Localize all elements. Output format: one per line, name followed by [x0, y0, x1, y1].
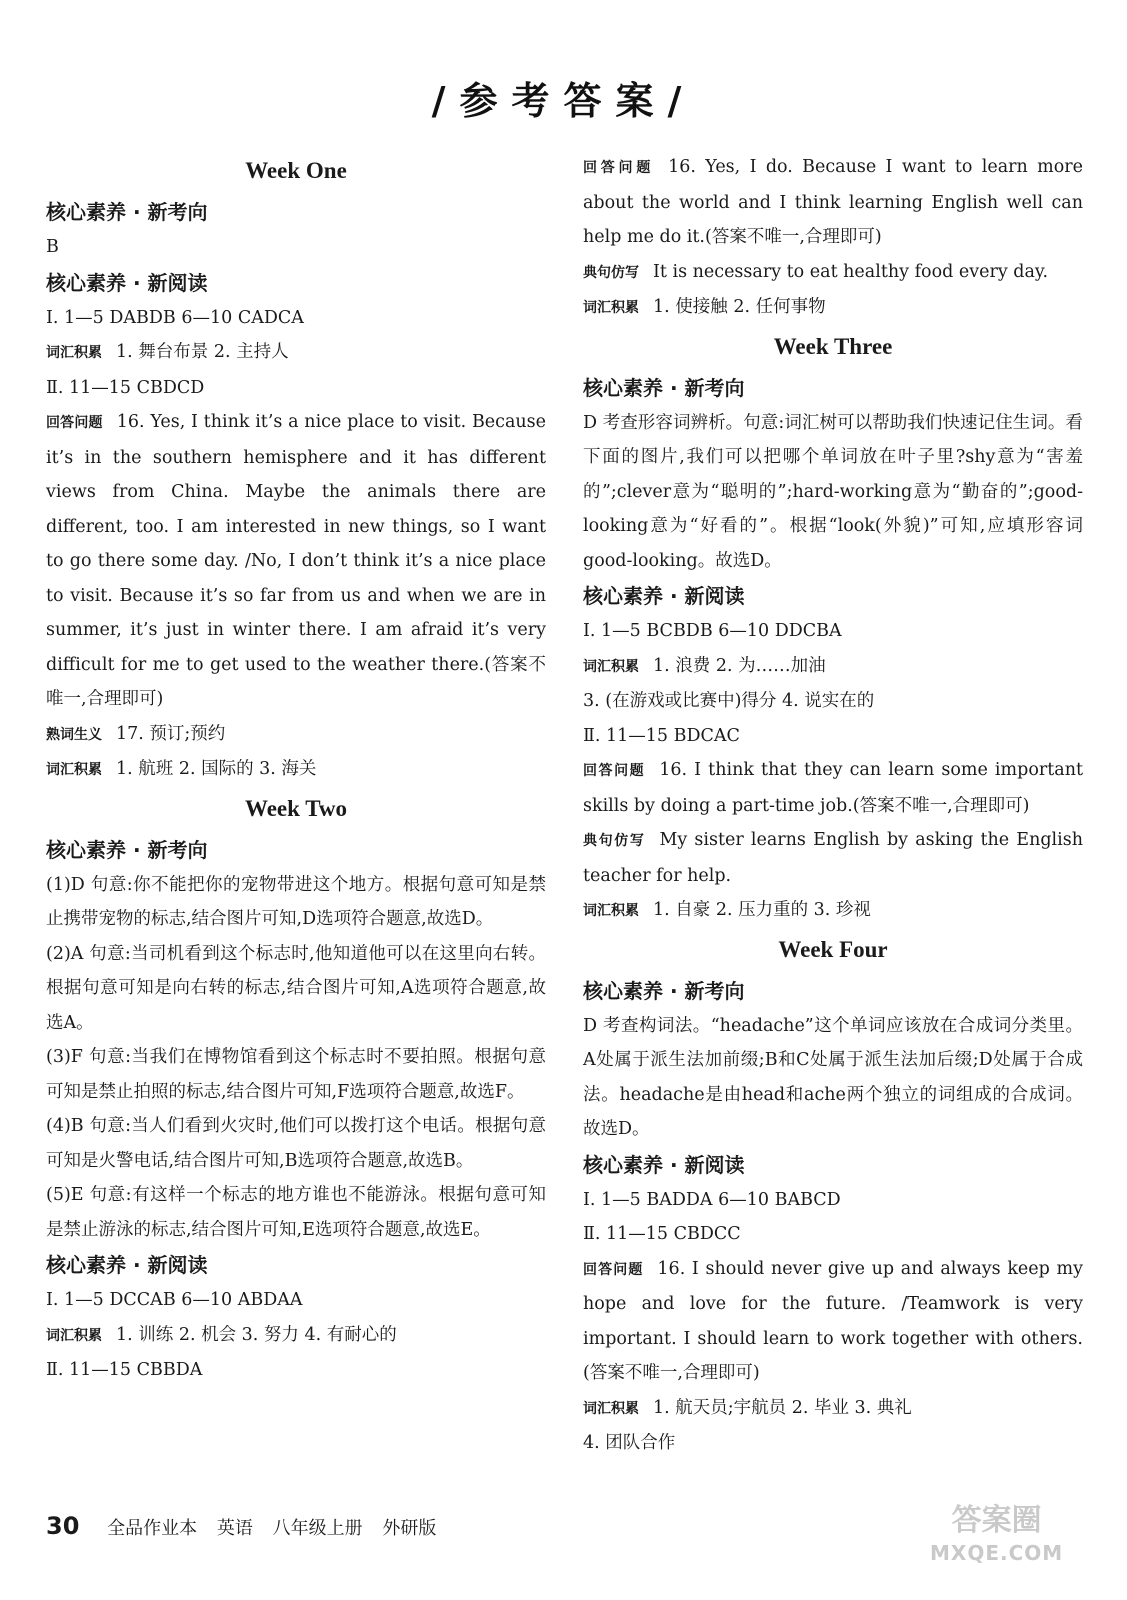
week-two-heading: Week Two — [244, 795, 348, 821]
watermark-logo — [930, 1505, 1063, 1569]
model-sentence — [583, 255, 1083, 291]
vocab-tag: 词汇积累 — [583, 1400, 639, 1417]
question-tag: 回答问题 — [583, 1261, 644, 1278]
page-footer — [46, 1512, 450, 1540]
answer-line: Ⅰ. 1—5 DABDB 6—10 CADCA — [46, 307, 304, 328]
answer-paragraph: D 考查形容词辨析。句意:词汇树可以帮助我们快速记住生词。看下面的图片,我们可以把哪个单词放在叶子里?shy意为“害羞的”;clever意为“聪明的”;hard-working意为“勤奋的”;good-looking意为“好看的”。根据“look(外貌)”可知,应填形容词good-looking。故选D。 — [583, 412, 1083, 571]
vocab-line — [583, 290, 1083, 326]
vocab-line — [46, 335, 546, 371]
section-heading: 核心素养 · 新阅读 — [46, 270, 208, 295]
week-one-heading: Week One — [245, 158, 347, 183]
vocab-text: 1. 训练 2. 机会 3. 努力 4. 有耐心的 — [116, 1324, 397, 1345]
week-four-heading: Week Four — [778, 936, 888, 962]
vocab-text: 1. 自豪 2. 压力重的 3. 珍视 — [653, 900, 871, 920]
vocab-line — [46, 1318, 546, 1354]
vocab-tag: 词汇积累 — [583, 300, 639, 316]
section-heading: 核心素养 · 新阅读 — [583, 584, 745, 608]
question-answer: 16. Yes, I do. Because I want to learn more about the world and I think learning English well can help me do it.(答案不唯一,合理即可) — [583, 157, 1083, 247]
page-number: 30 — [46, 1512, 80, 1540]
model-tag: 典句仿写 — [583, 833, 646, 849]
answer-line: Ⅱ. 11—15 CBDCC — [583, 1224, 741, 1244]
question-answer: 16. Yes, I think it’s a nice place to visit. Because it’s in the southern hemisphere and it has different views from China. Maybe the animals there are different, too. I am interested in new things, so I want to go there some day. /No, I don’t think it’s a nice place to visit. Because it’s so far from us and when we are in summer, it’s just in winter there. I am afraid it’s very difficult for me to get used to the weather there.(答案不唯一,合理即可) — [46, 412, 546, 709]
answer-paragraph — [583, 150, 1083, 255]
grade-name: 八年级上册 — [272, 1518, 363, 1539]
vocab-text: 1. 航班 2. 国际的 3. 海关 — [116, 759, 317, 779]
left-column — [46, 150, 546, 1388]
vocab-tag: 词汇积累 — [583, 903, 639, 919]
answer-line: Ⅱ. 11—15 BDCAC — [583, 725, 740, 746]
subject-name: 英语 — [216, 1518, 253, 1539]
answer-paragraph: (1)D 句意:你不能把你的宠物带进这个地方。根据句意可知是禁止携带宠物的标志,结合图片可知,D选项符合题意,故选D。 — [46, 874, 546, 929]
word-sense-line — [46, 717, 546, 753]
section-heading: 核心素养 · 新阅读 — [583, 1152, 745, 1177]
question-tag: 回答问题 — [583, 160, 655, 176]
vocab-tag: 词汇积累 — [46, 345, 102, 361]
answer-paragraph: (4)B 句意:当人们看到火灾时,他们可以拨打这个电话。根据句意可知是火警电话,结合图片可知,B选项符合题意,故选B。 — [46, 1116, 546, 1171]
section-heading: 核心素养 · 新考向 — [46, 200, 208, 224]
book-name: 全品作业本 — [107, 1518, 198, 1539]
answer-paragraph — [46, 405, 546, 717]
answer-paragraph — [583, 1252, 1083, 1391]
vocab-line-cont: 4. 团队合作 — [583, 1433, 676, 1453]
question-tag: 回答问题 — [583, 763, 646, 779]
vocab-line-cont: 3. (在游戏或比赛中)得分 4. 说实在的 — [583, 691, 875, 711]
answer-line: Ⅰ. 1—5 BADDA 6—10 BABCD — [583, 1189, 841, 1210]
section-heading: 核心素养 · 新阅读 — [46, 1253, 208, 1277]
model-tag: 典句仿写 — [583, 264, 639, 281]
watermark-main: 答案圈 — [951, 1503, 1042, 1538]
vocab-line — [583, 649, 1083, 685]
answer-line: Ⅰ. 1—5 BCBDB 6—10 DDCBA — [583, 621, 842, 641]
vocab-tag: 词汇积累 — [583, 658, 639, 675]
week-three-heading: Week Three — [773, 333, 893, 359]
section-heading: 核心素养 · 新考向 — [583, 978, 745, 1003]
vocab-text: 1. 浪费 2. 为……加油 — [653, 655, 826, 676]
question-tag: 回答问题 — [46, 415, 103, 431]
model-text: It is necessary to eat healthy food every day. — [653, 261, 1049, 282]
vocab-text: 1. 舞台布景 2. 主持人 — [116, 342, 289, 362]
question-answer: 16. I think that they can learn some important skills by doing a part-time job.(答案不唯一,合理即可) — [583, 760, 1083, 816]
question-answer: 16. I should never give up and always keep my hope and love for the future. /Teamwork is very important. I should learn to work together with others.(答案不唯一,合理即可) — [583, 1258, 1083, 1383]
answer-paragraph: (5)E 句意:有这样一个标志的地方谁也不能游泳。根据句意可知是禁止游泳的标志,结合图片可知,E选项符合题意,故选E。 — [46, 1185, 546, 1240]
vocab-tag: 词汇积累 — [46, 762, 102, 778]
section-heading: 核心素养 · 新考向 — [583, 375, 745, 400]
answer-paragraph: (3)F 句意:当我们在博物馆看到这个标志时不要拍照。根据句意可知是禁止拍照的标志,结合图片可知,F选项符合题意,故选F。 — [46, 1047, 546, 1102]
answer-paragraph: (2)A 句意:当司机看到这个标志时,他知道他可以在这里向右转。根据句意可知是向右转的标志,结合图片可知,A选项符合题意,故选A。 — [46, 943, 546, 1033]
right-column — [583, 150, 1083, 1461]
section-heading: 核心素养 · 新考向 — [46, 837, 208, 862]
model-sentence — [583, 823, 1083, 893]
word-sense-tag: 熟词生义 — [46, 726, 102, 743]
vocab-tag: 词汇积累 — [46, 1327, 102, 1344]
vocab-line — [583, 1391, 1083, 1427]
vocab-line — [46, 752, 546, 788]
model-text: My sister learns English by asking the English teacher for help. — [583, 830, 1083, 886]
vocab-line — [583, 893, 1083, 929]
answer-paragraph: D 考查构词法。“headache”这个单词应该放在合成词分类里。A处属于派生法加前缀;B和C处属于派生法加后缀;D处属于合成法。headache是由head和ache两个独立的词组成的合成词。故选D。 — [583, 1015, 1083, 1139]
answer-line: Ⅰ. 1—5 DCCAB 6—10 ABDAA — [46, 1290, 303, 1310]
vocab-text: 1. 航天员;宇航员 2. 毕业 3. 典礼 — [653, 1397, 912, 1418]
edition-name: 外研版 — [382, 1518, 437, 1539]
answer-line: Ⅱ. 11—15 CBDCD — [46, 377, 205, 398]
answer-line: B — [46, 237, 59, 257]
page-title: /参考答案/ — [431, 79, 696, 123]
answer-line: Ⅱ. 11—15 CBBDA — [46, 1360, 203, 1380]
watermark-domain: MXQE.COM — [930, 1541, 1064, 1565]
word-sense-text: 17. 预订;预约 — [116, 723, 226, 744]
answer-paragraph — [583, 753, 1083, 823]
vocab-text: 1. 使接触 2. 任何事物 — [653, 297, 826, 317]
